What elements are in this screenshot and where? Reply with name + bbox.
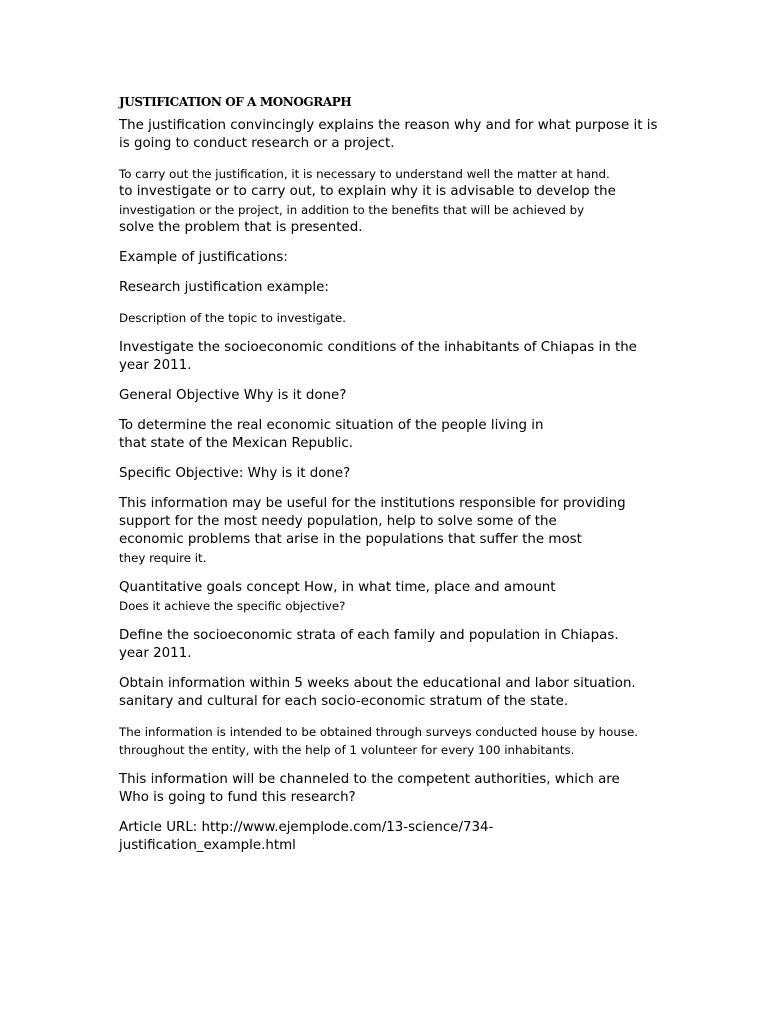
paragraph-line: they require it. <box>119 551 207 565</box>
paragraph-line: Quantitative goals concept How, in what time, place and amount <box>119 580 556 595</box>
paragraph-line: Investigate the socioeconomic conditions of the inhabitants of Chiapas in the <box>119 340 637 355</box>
paragraph-line: year 2011. <box>119 358 192 373</box>
paragraph-line: Who is going to fund this research? <box>119 790 356 805</box>
paragraph-line: General Objective Why is it done? <box>119 388 347 403</box>
paragraph-line: year 2011. <box>119 646 192 661</box>
paragraph-line: to investigate or to carry out, to explain why it is advisable to develop the <box>119 184 616 199</box>
paragraph <box>119 495 709 567</box>
paragraph-line: This information may be useful for the institutions responsible for providing <box>119 496 626 511</box>
paragraph <box>119 249 709 267</box>
paragraph-line: investigation or the project, in addition to the benefits that will be achieved by <box>119 203 585 217</box>
paragraph-line: Obtain information within 5 weeks about the educational and labor situation. <box>119 676 636 691</box>
paragraph-line: The information is intended to be obtained through surveys conducted house by house. <box>119 725 639 739</box>
paragraph <box>119 819 709 855</box>
paragraph-line: Research justification example: <box>119 280 329 295</box>
paragraph <box>119 309 709 327</box>
paragraph <box>119 165 709 237</box>
paragraph-line: To carry out the justification, it is necessary to understand well the matter at hand. <box>119 167 610 181</box>
paragraph <box>119 465 709 483</box>
paragraph <box>119 417 709 453</box>
paragraph <box>119 339 709 375</box>
paragraph <box>119 387 709 405</box>
paragraph <box>119 279 709 297</box>
paragraph-line: Specific Objective: Why is it done? <box>119 466 351 481</box>
paragraph-line: Description of the topic to investigate. <box>119 311 346 325</box>
paragraph <box>119 117 709 153</box>
paragraph-line: economic problems that arise in the populations that suffer the most <box>119 532 582 547</box>
paragraph-line: Example of justifications: <box>119 250 288 265</box>
paragraph-line: solve the problem that is presented. <box>119 220 363 235</box>
paragraph-line: The justification convincingly explains the reason why and for what purpose it is <box>119 118 658 133</box>
paragraph-line: This information will be channeled to the competent authorities, which are <box>119 772 620 787</box>
paragraph-line: Define the socioeconomic strata of each family and population in Chiapas. <box>119 628 619 643</box>
paragraph-line: support for the most needy population, help to solve some of the <box>119 514 557 529</box>
paragraph <box>119 723 709 759</box>
document-page <box>119 94 709 867</box>
paragraph <box>119 579 709 615</box>
paragraph-line: To determine the real economic situation of the people living in <box>119 418 544 433</box>
paragraph <box>119 627 709 663</box>
paragraph-line: sanitary and cultural for each socio-economic stratum of the state. <box>119 694 569 709</box>
document-body <box>119 117 709 855</box>
paragraph-line: is going to conduct research or a project. <box>119 136 395 151</box>
paragraph <box>119 771 709 807</box>
paragraph-line: Article URL: http://www.ejemplode.com/13-science/734- <box>119 820 494 835</box>
paragraph-line: Does it achieve the specific objective? <box>119 599 346 613</box>
paragraph <box>119 675 709 711</box>
paragraph-line: throughout the entity, with the help of 1 volunteer for every 100 inhabitants. <box>119 743 575 757</box>
document-title: JUSTIFICATION OF A MONOGRAPH <box>119 95 352 109</box>
paragraph-line: that state of the Mexican Republic. <box>119 436 354 451</box>
paragraph-line: justification_example.html <box>119 838 296 853</box>
